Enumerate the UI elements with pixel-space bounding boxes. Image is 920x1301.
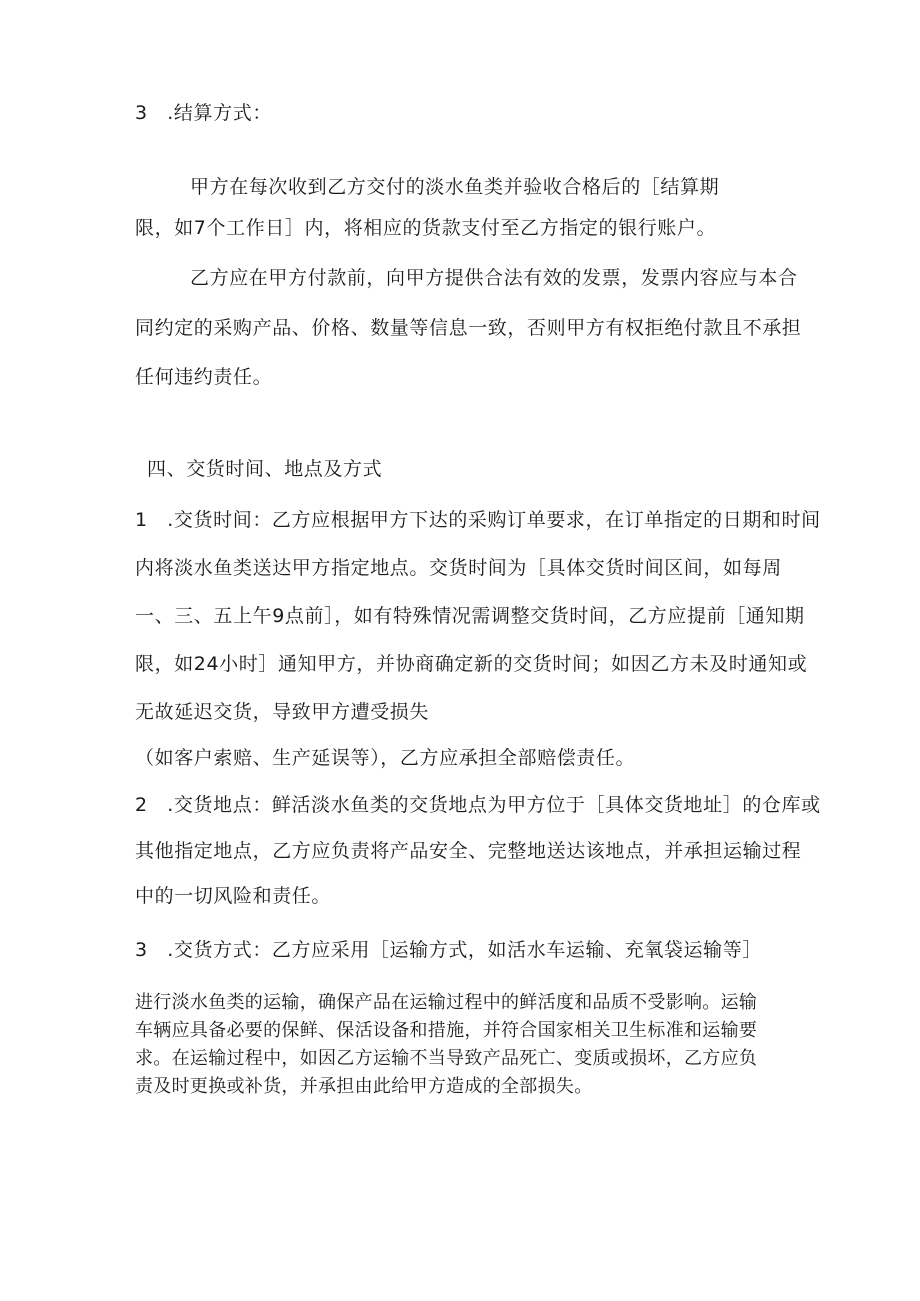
clause-3-line: 3 .交货方式：乙方应采用［运输方式，如活水车运输、充氧袋运输等］ — [135, 939, 762, 961]
paragraph-line: 甲方在每次收到乙方交付的淡水鱼类并验收合格后的［结算期 — [190, 176, 720, 198]
clause-3-heading: 3 .结算方式： — [135, 102, 272, 124]
paragraph-line: 限，如7个工作日］内，将相应的货款支付至乙方指定的银行账户。 — [135, 217, 717, 239]
paragraph-line: 任何违约责任。 — [135, 366, 273, 388]
paragraph-line: 一、三、五上午9点前］，如有特殊情况需调整交货时间，乙方应提前［通知期 — [135, 605, 805, 627]
paragraph-line: 同约定的采购产品、价格、数量等信息一致，否则甲方有权拒绝付款且不承担 — [135, 317, 802, 339]
paragraph-line: 进行淡水鱼类的运输，确保产品在运输过程中的鲜活度和品质不受影响。运输 — [135, 992, 758, 1013]
clause-1-line: 1 .交货时间：乙方应根据甲方下达的采购订单要求，在订单指定的日期和时间 — [135, 509, 821, 531]
paragraph-line: 车辆应具备必要的保鲜、保活设备和措施，并符合国家相关卫生标准和运输要 — [135, 1020, 758, 1041]
paragraph-line: 中的一切风险和责任。 — [135, 885, 332, 907]
paragraph-line: 无故延迟交货，导致甲方遭受损失 — [135, 701, 430, 723]
paragraph-line: （如客户索赔、生产延误等），乙方应承担全部赔偿责任。 — [135, 747, 636, 769]
paragraph-line: 其他指定地点，乙方应负责将产品安全、完整地送达该地点，并承担运输过程 — [135, 840, 802, 862]
paragraph-line: 求。在运输过程中，如因乙方运输不当导致产品死亡、变质或损坏，乙方应负 — [135, 1048, 758, 1069]
paragraph-line: 内将淡水鱼类送达甲方指定地点。交货时间为［具体交货时间区间，如每周 — [135, 557, 782, 579]
clause-2-line: 2 .交货地点：鲜活淡水鱼类的交货地点为甲方位于［具体交货地址］的仓库或 — [135, 794, 821, 816]
paragraph-line: 限，如24小时］通知甲方，并协商确定新的交货时间；如因乙方未及时通知或 — [135, 653, 808, 675]
paragraph-line: 责及时更换或补货，并承担由此给甲方造成的全部损失。 — [135, 1076, 593, 1097]
section-4-heading: 四、交货时间、地点及方式 — [147, 458, 383, 480]
paragraph-line: 乙方应在甲方付款前，向甲方提供合法有效的发票，发票内容应与本合 — [190, 267, 798, 289]
